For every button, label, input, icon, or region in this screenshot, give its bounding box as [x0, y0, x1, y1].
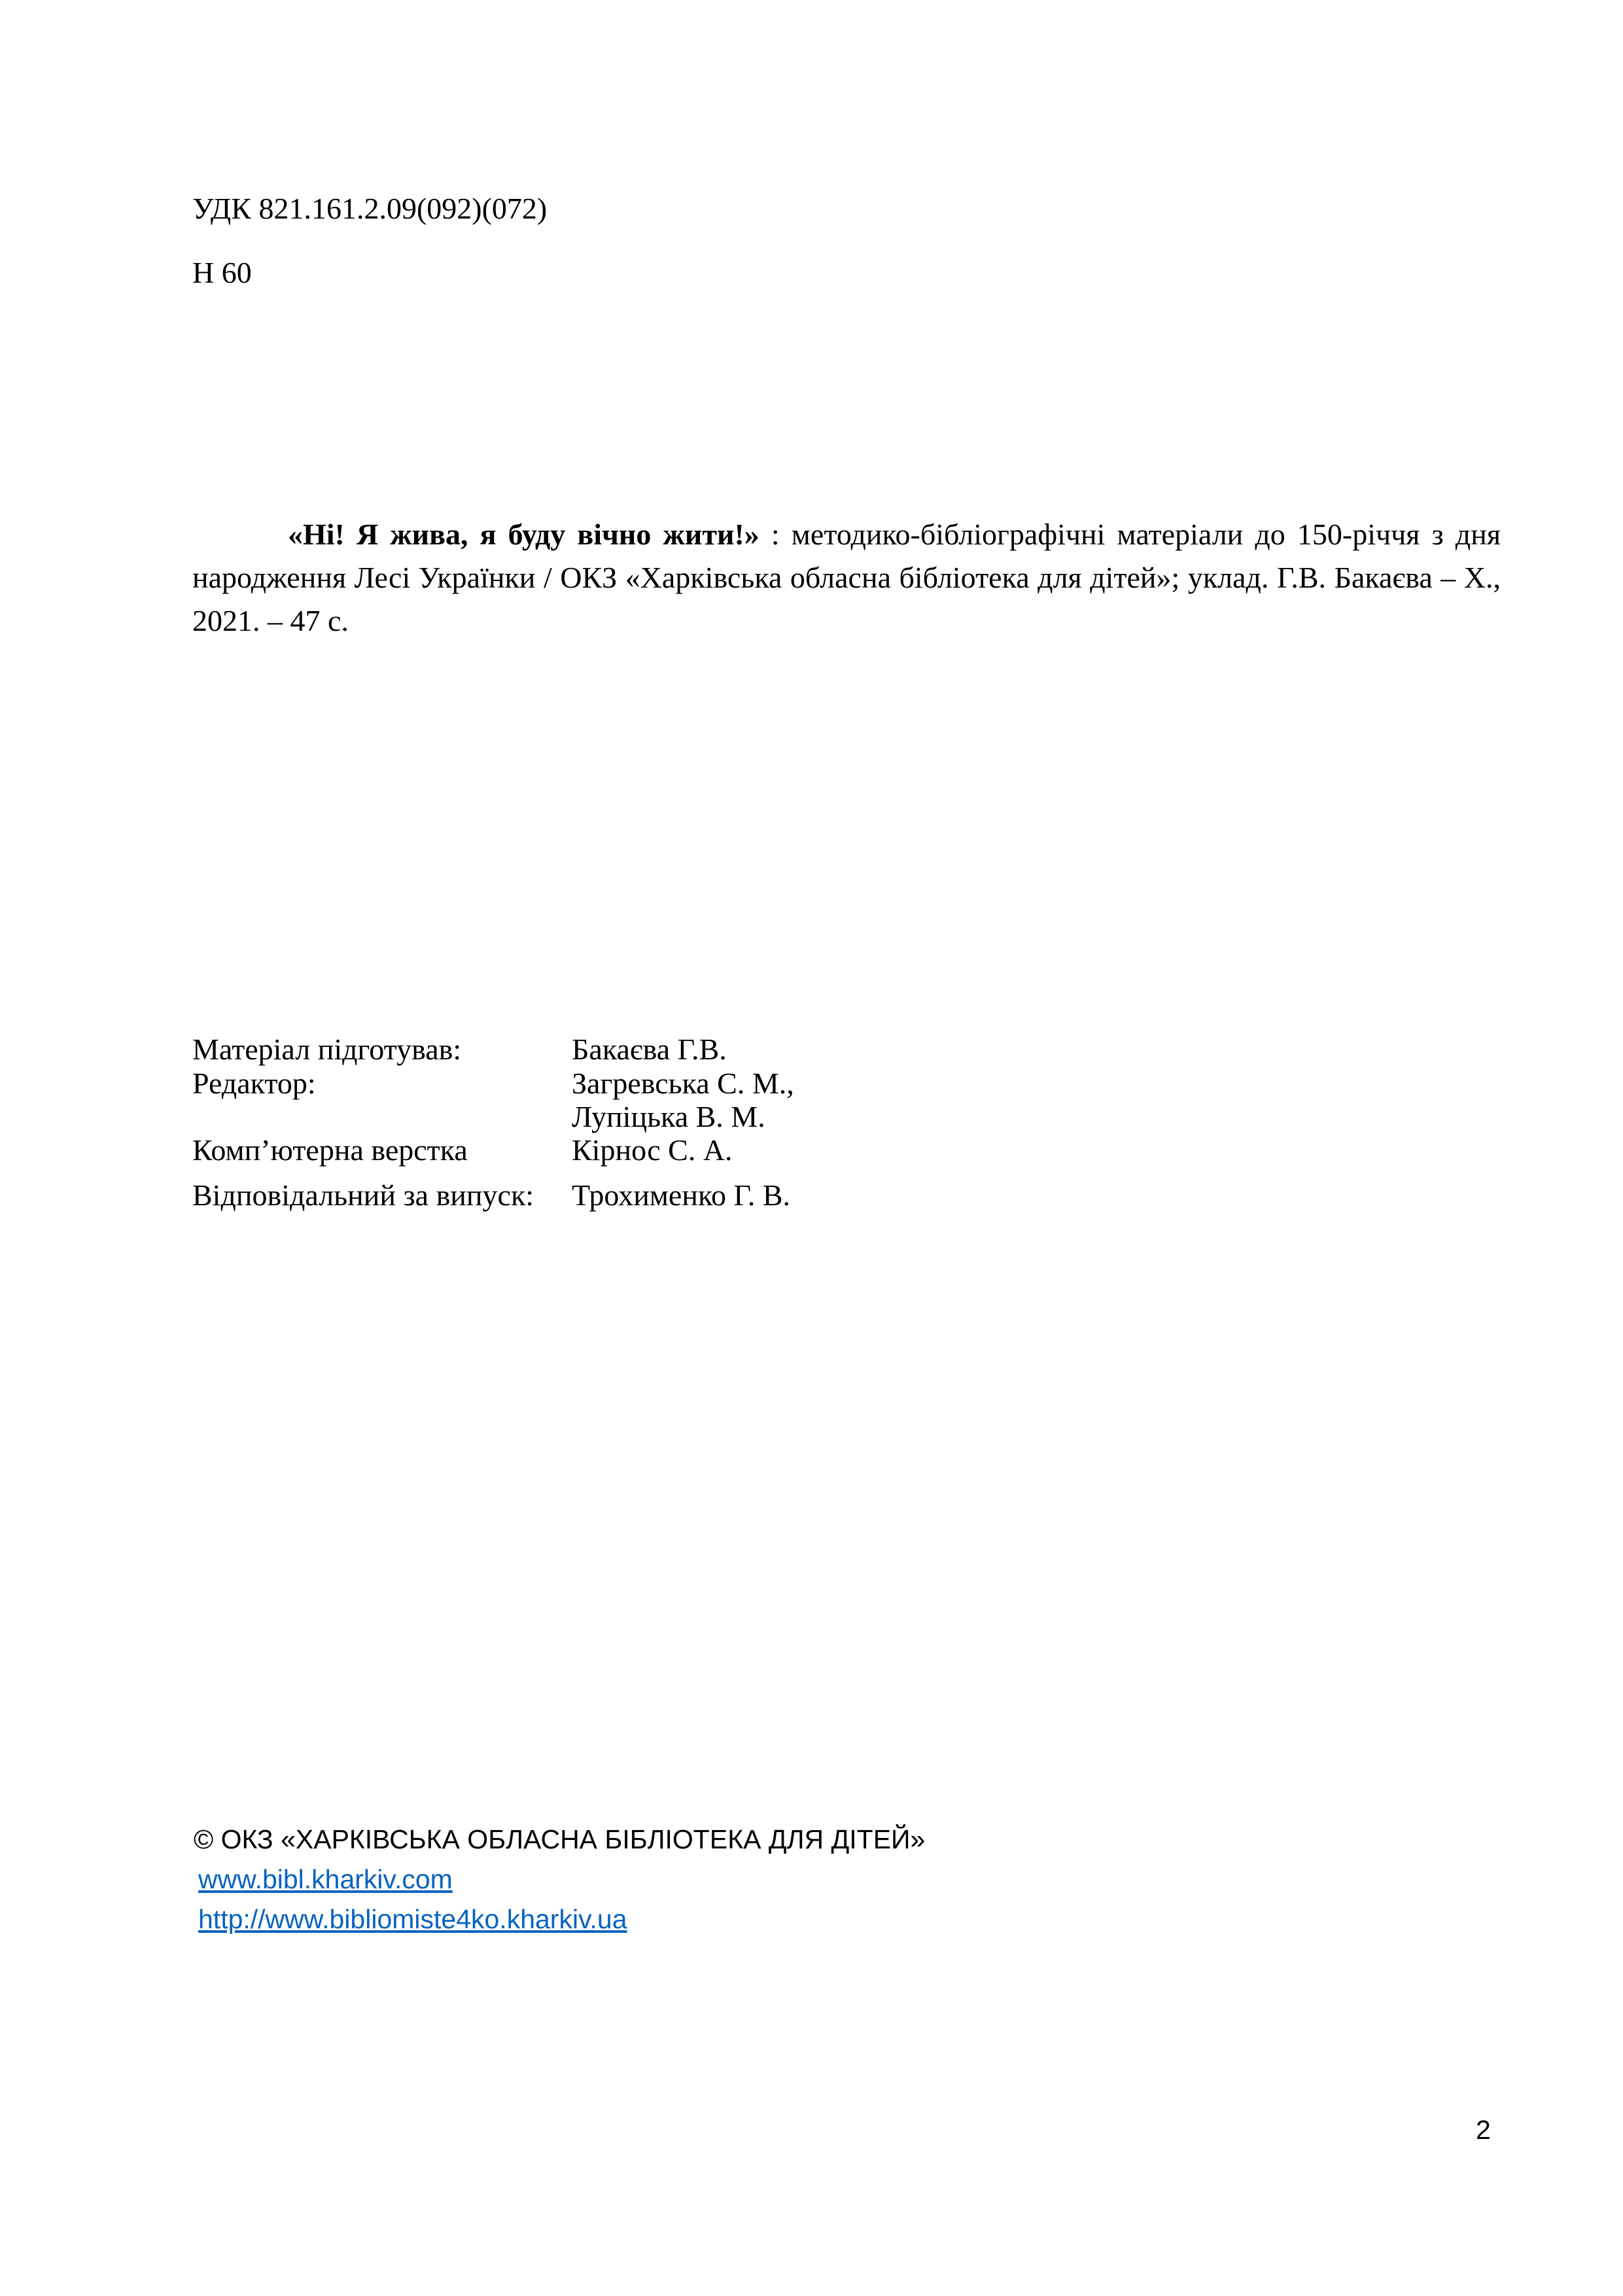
website-link-1[interactable]: www.bibl.kharkiv.com: [198, 1864, 453, 1894]
page-number: 2: [1476, 2115, 1491, 2145]
udk-code: УДК 821.161.2.09(092)(072): [192, 192, 548, 225]
copyright-notice: © ОКЗ «ХАРКІВСЬКА ОБЛАСНА БІБЛІОТЕКА ДЛЯ ДІТЕЙ»: [194, 1824, 926, 1854]
author-mark: Н 60: [192, 256, 252, 289]
website-link-2[interactable]: http://www.bibliomiste4ko.kharkiv.ua: [198, 1904, 627, 1934]
credit-layout-value: Кірнос С. А.: [572, 1133, 733, 1167]
credit-prepared-label: Матеріал підготував:: [192, 1033, 462, 1066]
credit-prepared-value: Бакаєва Г.В.: [572, 1033, 727, 1066]
credit-editor-label: Редактор:: [192, 1067, 316, 1100]
credit-responsible-label: Відповідальний за випуск:: [192, 1178, 534, 1212]
credit-layout-label: Комп’ютерна верстка: [192, 1133, 468, 1167]
bibliographic-description: : методико-бібліографічні матеріали до 150-річчя з дня народження Лесі Українки / ОКЗ «Харківська обласна бібліотека для дітей»; уклад. Г.В. Бакаєва – Х., 2021. – 47 с.: [192, 518, 1501, 637]
bibliographic-annotation: [192, 513, 1501, 643]
credit-editor-value-1: Загревська С. М.,: [572, 1067, 794, 1100]
credit-editor-value-2: Лупіцька В. М.: [572, 1100, 765, 1133]
book-title: «Ні! Я жива, я буду вічно жити!»: [288, 518, 759, 551]
credit-responsible-value: Трохименко Г. В.: [572, 1178, 791, 1212]
